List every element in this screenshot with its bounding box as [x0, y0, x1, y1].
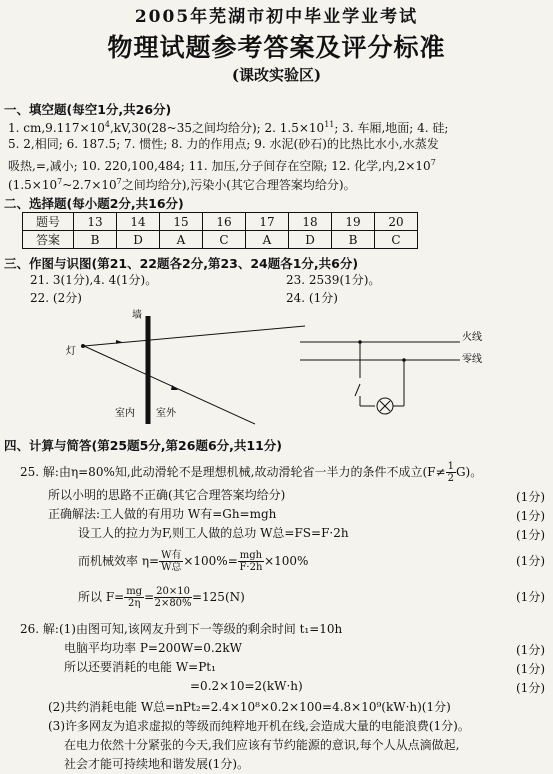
section-drawing-heading: 三、作图与识图(第21、22题各2分,第23、24题各1分,共6分): [4, 256, 359, 271]
q25-line-1: 25. 解:由η=80%知,此动滑轮不是理想机械,故动滑轮省一半力的条件不成立(F≠ $\frac{1}{2}$ G)。: [20, 461, 483, 484]
q26-line-8: 社会才能可持续地和谐发展(1分)。: [64, 757, 249, 771]
q25-line-5: 而机械效率 η= $\frac{\text{W有}}{\text{W总}}$ ×100%= $\frac{\text{mgh}}{F\cdot 2h}$ ×100%: [78, 550, 309, 573]
question-number-cell: 13: [74, 213, 117, 231]
lamp-point: [81, 344, 85, 348]
section-choice-heading: 二、选择题(每小题2分,共16分): [4, 196, 184, 211]
question-number-cell: 18: [289, 213, 332, 231]
q26-points: (1分): [516, 681, 545, 695]
table-header-cell: 题号: [23, 213, 74, 231]
question-number-cell: 19: [332, 213, 375, 231]
neutral-wire-label: 零线: [462, 354, 482, 365]
question-number-cell: 15: [160, 213, 203, 231]
q25-line-3: 正确解法:工人做的有用功 W有=Gh=mgh: [48, 507, 277, 521]
q26-line-5: (2)共约消耗电能 W总=nPt₂=2.4×10⁸×0.2×100=4.8×10⁹(kW·h)(1分): [48, 700, 451, 714]
q26-line-6: (3)许多网友为追求虚拟的等级而纯粹地开机在线,会造成大量的电能浪费(1分)。: [48, 719, 470, 733]
q26-line-7: 在电力依然十分紧张的今天,我们应该有节约能源的意识,每个人从点滴做起,: [64, 738, 460, 752]
indoor-label: 室内: [115, 408, 135, 419]
q26-line-4: =0.2×10=2(kW·h): [190, 679, 303, 693]
q26-points: (1分): [516, 662, 545, 676]
section-fill-blank-heading: 一、填空题(每空1分,共26分): [4, 102, 172, 117]
choice-answer-table: [22, 212, 418, 249]
lamp-label: 灯: [66, 346, 76, 357]
document-title: 物理试题参考答案及评分标准: [107, 33, 446, 62]
q25-points: (1分): [516, 590, 545, 604]
light-ray-diagram: [50, 306, 310, 436]
answer-cell: C: [375, 231, 418, 249]
fill-line-2: 5. 2,相同; 6. 187.5; 7. 惯性; 8. 力的作用点; 9. 水泥(砂石)的比热比水小,水蒸发: [8, 137, 439, 151]
answer-cell: C: [203, 231, 246, 249]
answer-cell: A: [246, 231, 289, 249]
answer-23: 23. 2539(1分)。: [286, 273, 381, 287]
q25-points: (1分): [516, 509, 545, 523]
question-number-cell: 16: [203, 213, 246, 231]
q26-line-3: 所以还要消耗的电能 W=Pt₁: [64, 660, 216, 674]
fill-line-4: ($1.5\times 10^7\sim 2.7\times 10^7$之间均给分),污染小(其它合理答案均给分)。: [8, 177, 356, 192]
ray-arrow: [171, 385, 178, 390]
answer-cell: B: [74, 231, 117, 249]
q25-line-2: 所以小明的思路不正确(其它合理答案均给分): [48, 488, 286, 502]
document-subtitle: (课改实验区): [231, 66, 322, 84]
live-wire-label: 火线: [462, 332, 482, 343]
fill-line-3: 吸热,=,减小; 10. 220,100,484; 11. 加压,分子间存在空隙; 12. 化学,内$,2\times 10^7$: [8, 158, 436, 173]
q25-points: (1分): [516, 528, 545, 542]
wall-label: 墙: [132, 310, 142, 321]
answer-cell: D: [117, 231, 160, 249]
switch: [355, 384, 360, 396]
ray-arrow: [116, 340, 122, 344]
q25-points: (1分): [516, 490, 545, 504]
section-calc-heading: 四、计算与简答(第25题5分,第26题6分,共11分): [4, 438, 283, 453]
table-row-answers: [23, 231, 418, 249]
exam-title: 2005年芜湖市初中毕业学业考试: [134, 7, 419, 27]
question-number-cell: 14: [117, 213, 160, 231]
q26-points: (1分): [516, 643, 545, 657]
q26-line-1: 26. 解:(1)由图可知,该网友升到下一等级的剩余时间 t₁=10h: [20, 622, 343, 636]
q26-line-2: 电脑平均功率 P=200W=0.2kW: [64, 641, 242, 655]
circuit-diagram: [300, 320, 500, 420]
answer-cell: D: [289, 231, 332, 249]
q25-line-4: 设工人的拉力为F,则工人做的总功 W总=FS=F·2h: [78, 526, 349, 540]
table-header-cell: 答案: [23, 231, 74, 249]
q25-line-6: 所以 F= $\frac{mg}{2\eta}$ = $\frac{20\times 10}{2\times 80\%}$ =125(N): [78, 586, 245, 609]
answer-cell: B: [332, 231, 375, 249]
answer-24: 24. (1分): [286, 291, 338, 305]
q25-points: (1分): [516, 554, 545, 568]
question-number-cell: 17: [246, 213, 289, 231]
question-number-cell: 20: [375, 213, 418, 231]
table-row-numbers: [23, 213, 418, 231]
fill-line-1: 1. $cm,9.117\times 10^4,kV,30(28\sim 35$之间均给分); 2. $1.5\times 10^{11}$; 3. 车厢,地面; 4. 硅;: [8, 120, 449, 135]
answer-cell: A: [160, 231, 203, 249]
outdoor-label: 室外: [156, 408, 176, 419]
answer-21: 21. 3(1分),4. 4(1分)。: [30, 273, 158, 287]
answer-22: 22. (2分): [30, 291, 82, 305]
